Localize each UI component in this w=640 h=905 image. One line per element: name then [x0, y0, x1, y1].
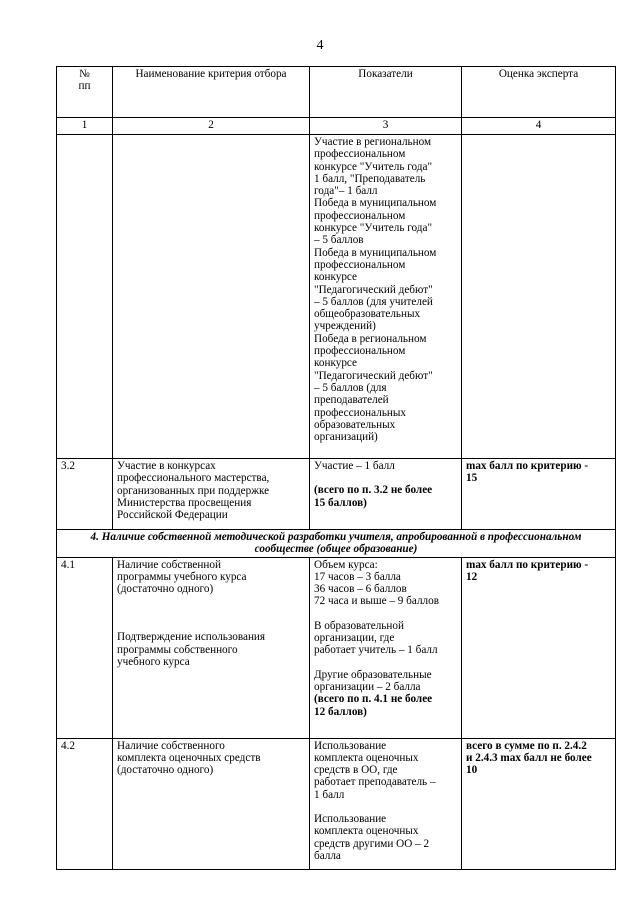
header-number: № пп	[57, 67, 113, 118]
criterion-cell: Участие в конкурсах профессионального мастерства, организованных при поддержке Министерства просвещения Российской Федерации	[113, 459, 310, 530]
indicators-cell: Участие в региональном профессиональном конкурсе "Учитель года" 1 балл, "Преподаватель года"– 1 балл Победа в муниципальном профессиональном конкурсе "Учитель года" – 5 баллов Победа в муниципальном профессиональном конкурсе "Педагогический дебют" – 5 баллов (для учителей общеобразовательных учреждений) Победа в региональном профессиональном конкурсе "Педагогический дебют" – 5 баллов (для преподавателей профессиональных образовательных организаций)	[310, 135, 462, 459]
criterion-text: Наличие собственной программы учебного курса (достаточно одного)	[117, 558, 247, 596]
column-number: 4	[462, 118, 616, 135]
expert-cell: max балл по критерию - 12	[462, 557, 616, 738]
row-number-cell: 3.2	[57, 459, 113, 530]
column-number: 2	[113, 118, 310, 135]
row-number-cell: 4.1	[57, 557, 113, 738]
header-indicators: Показатели	[310, 67, 462, 118]
column-number-row	[57, 118, 616, 135]
indicators-cell	[310, 459, 462, 530]
indicator-total: (всего по п. 3.2 не более 15 баллов)	[314, 484, 433, 509]
expert-cell: max балл по критерию - 15	[462, 459, 616, 530]
table-row	[57, 459, 616, 530]
indicator-total: (всего по п. 4.1 не более 12 баллов)	[314, 693, 433, 718]
header-criterion: Наименование критерия отбора	[113, 67, 310, 118]
indicator-text: Объем курса: 17 часов – 3 балла 36 часов – 6 баллов 72 часа и выше – 9 баллов	[314, 558, 439, 608]
row-number-cell	[57, 135, 113, 459]
column-number: 1	[57, 118, 113, 135]
criterion-cell	[113, 135, 310, 459]
table-row	[57, 738, 616, 869]
criteria-table	[56, 66, 616, 870]
table-row	[57, 135, 616, 459]
section-heading: 4. Наличие собственной методической разработки учителя, апробированной в профессиональном сообществе (общее образование)	[57, 530, 616, 558]
table-row	[57, 557, 616, 738]
expert-cell	[462, 135, 616, 459]
indicator-text: Другие образовательные организации – 2 балла	[314, 668, 432, 693]
indicator-text: Использование комплекта оценочных средств в ОО, где работает преподаватель – 1 балл	[314, 739, 436, 801]
indicator-text: Использование комплекта оценочных средств другими ОО – 2 балла	[314, 813, 430, 862]
column-number: 3	[310, 118, 462, 135]
indicators-cell	[310, 738, 462, 869]
criterion-cell	[113, 557, 310, 738]
indicators-cell	[310, 557, 462, 738]
page-number: 4	[316, 38, 324, 53]
indicator-text: Участие – 1 балл	[314, 460, 395, 472]
header-expert-score: Оценка эксперта	[462, 67, 616, 118]
table-header-row	[57, 67, 616, 118]
row-number-cell: 4.2	[57, 738, 113, 869]
section-heading-row	[57, 530, 616, 558]
expert-cell: всего в сумме по п. 2.4.2 и 2.4.3 max балл не более 10	[462, 738, 616, 869]
criterion-text: Подтверждение использования программы собственного учебного курса	[117, 631, 266, 669]
indicator-text: В образовательной организации, где работает учитель – 1 балл	[314, 619, 438, 657]
criterion-cell: Наличие собственного комплекта оценочных средств (достаточно одного)	[113, 738, 310, 869]
